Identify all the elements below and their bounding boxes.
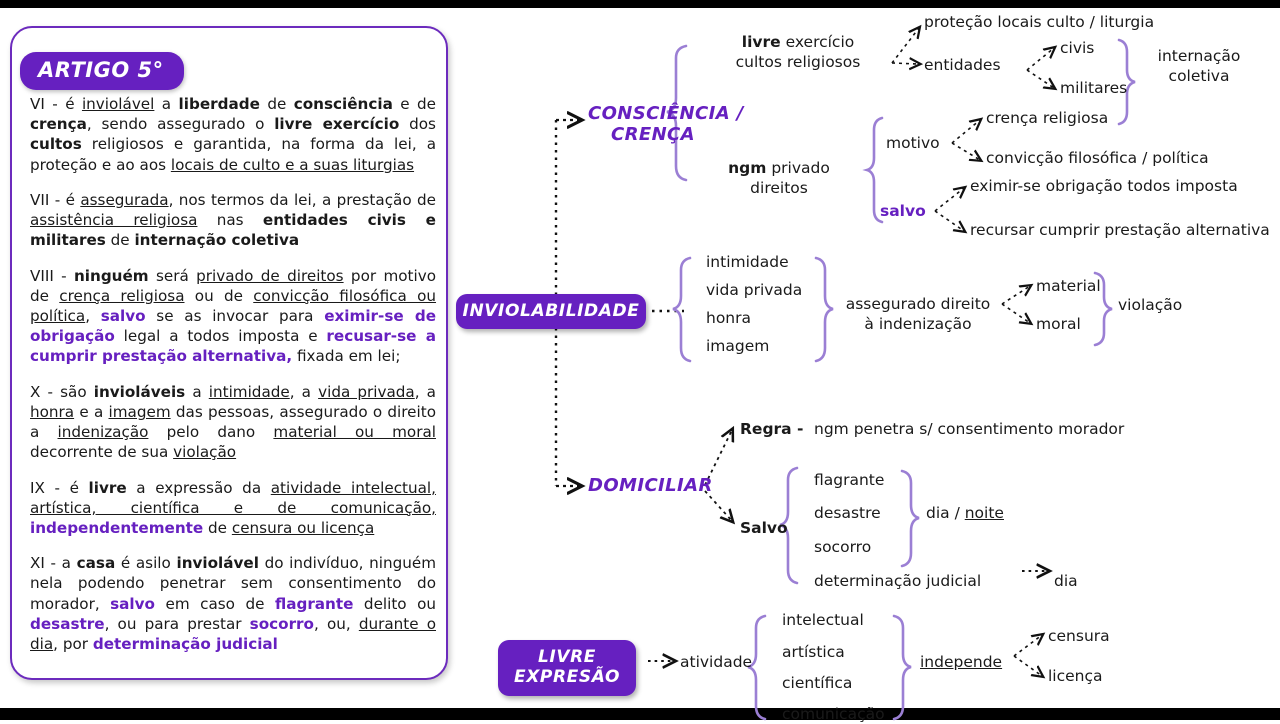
- dia-text: dia /: [926, 504, 965, 522]
- node-dia-noite: [926, 503, 1004, 523]
- node-atividade: atividade: [680, 653, 753, 671]
- node-moral: moral: [1036, 315, 1081, 333]
- direitos-text: direitos: [750, 179, 808, 198]
- node-regra-label: Regra -: [740, 420, 804, 438]
- article-item-viii: VIII - ninguém será privado de direitos por motivo de crença religiosa ou de convicção filosófica ou política, salvo se as invocar para eximir-se de obrigação legal a todos imposta e recusar-se a cumprir prestação alternativa, fixada em lei;: [30, 266, 437, 366]
- node-internacao-coletiva: [1138, 46, 1260, 86]
- node-determinacao-judicial: determinação judicial: [814, 572, 982, 590]
- article-card: [10, 26, 448, 680]
- branch-heading-domiciliar: DOMICILIAR: [588, 475, 713, 496]
- branch-heading-consciencia: [588, 103, 744, 145]
- top-black-bar: [0, 0, 1280, 8]
- node-entidades: entidades: [924, 56, 1001, 74]
- internacao-line1: internação: [1157, 47, 1241, 65]
- pill-inviolabilidade[interactable]: INVIOLABILIDADE: [456, 294, 646, 329]
- node-vida-privada: vida privada: [706, 281, 803, 299]
- livre-bold: livre: [741, 33, 781, 51]
- article-text-body: [12, 86, 450, 654]
- node-intimidade: intimidade: [706, 253, 789, 271]
- node-conviccao-filosofica: convicção filosófica / política: [986, 149, 1209, 167]
- node-intelectual: intelectual: [782, 611, 864, 629]
- article-item-x: X - são invioláveis a intimidade, a vida privada, a honra e a imagem das pessoas, assegurado o direito a indenização pelo dano material ou moral decorrente de sua violação: [30, 382, 436, 462]
- article-item-xi: XI - a casa é asilo inviolável do indivíduo, ninguém nela podendo penetrar sem consentimento do morador, salvo em caso de flagrante delito ou desastre, ou para prestar socorro, ou, durante o dia, por determinação judicial: [30, 554, 437, 654]
- assegurado-line1: assegurado direito: [845, 295, 991, 313]
- node-licenca: licença: [1048, 667, 1103, 685]
- pill-livre-expressao[interactable]: [498, 640, 636, 696]
- node-salvo-consciencia: salvo: [880, 202, 926, 220]
- node-salvo-domiciliar: Salvo: [740, 519, 788, 537]
- bottom-black-bar: [0, 708, 1280, 720]
- node-recursar-cumprir: recursar cumprir prestação alternativa: [970, 221, 1270, 239]
- node-violacao: violação: [1118, 296, 1183, 314]
- node-ngm-privado-direitos: [704, 158, 854, 198]
- node-eximir-se-obrigacao: eximir-se obrigação todos imposta: [970, 177, 1238, 195]
- node-cientifica: científica: [782, 674, 853, 692]
- node-militares: militares: [1060, 79, 1128, 97]
- ngm-bold: ngm: [728, 159, 767, 177]
- article-item-ix: IX - é livre a expressão da atividade intelectual, artística, científica e de comunicação, independentemente de censura ou licença: [30, 478, 436, 537]
- node-civis: civis: [1060, 39, 1095, 57]
- node-motivo: motivo: [886, 134, 940, 152]
- node-comunicacao: comunicação: [782, 705, 885, 723]
- exercicio-text: exercício: [780, 33, 855, 51]
- node-determinacao-judicial-wrap: [814, 571, 981, 591]
- article-item-vi: VI - é inviolável a liberdade de consciência e de crença, sendo assegurado o livre exercício dos cultos religiosos e garantida, na forma da lei, a proteção e ao aos locais de culto e a suas liturgias: [30, 95, 436, 174]
- node-determinacao-dia: dia: [1054, 572, 1078, 590]
- node-assegurado-indenizacao: [838, 294, 998, 334]
- noite-text: noite: [964, 504, 1004, 522]
- node-crenca-religiosa: crença religiosa: [986, 109, 1109, 127]
- node-regra-text: ngm penetra s/ consentimento morador: [814, 420, 1125, 438]
- node-artistica: artística: [782, 643, 845, 661]
- node-imagem: imagem: [706, 337, 770, 355]
- node-desastre: desastre: [814, 504, 881, 522]
- article-badge: ARTIGO 5°: [20, 52, 184, 90]
- cultos-religiosos-text: cultos religiosos: [735, 53, 861, 72]
- privado-text: privado: [766, 159, 830, 177]
- internacao-line2: coletiva: [1168, 67, 1230, 86]
- node-livre-exercicio-cultos: [704, 32, 892, 72]
- mind-map: [452, 8, 1280, 723]
- map-connectors: [452, 8, 1280, 708]
- consciencia-heading-line2: CRENÇA: [611, 123, 695, 145]
- node-socorro: socorro: [814, 538, 872, 556]
- node-protecao-locais-culto: proteção locais culto / liturgia: [924, 13, 1155, 31]
- node-honra: honra: [706, 309, 752, 327]
- node-censura: censura: [1048, 627, 1110, 645]
- node-independe: independe: [920, 653, 1003, 671]
- node-material: material: [1036, 277, 1101, 295]
- pill-livre-expressao-label: LIVRE EXPRESÃO: [513, 647, 620, 687]
- article-item-vii: VII - é assegurada, nos termos da lei, a prestação de assistência religiosa nas entidades civis e militares de internação coletiva: [30, 190, 437, 250]
- consciencia-heading-line1: CONSCIÊNCIA /: [588, 103, 744, 124]
- assegurado-line2: à indenização: [864, 315, 972, 334]
- node-flagrante: flagrante: [814, 471, 885, 489]
